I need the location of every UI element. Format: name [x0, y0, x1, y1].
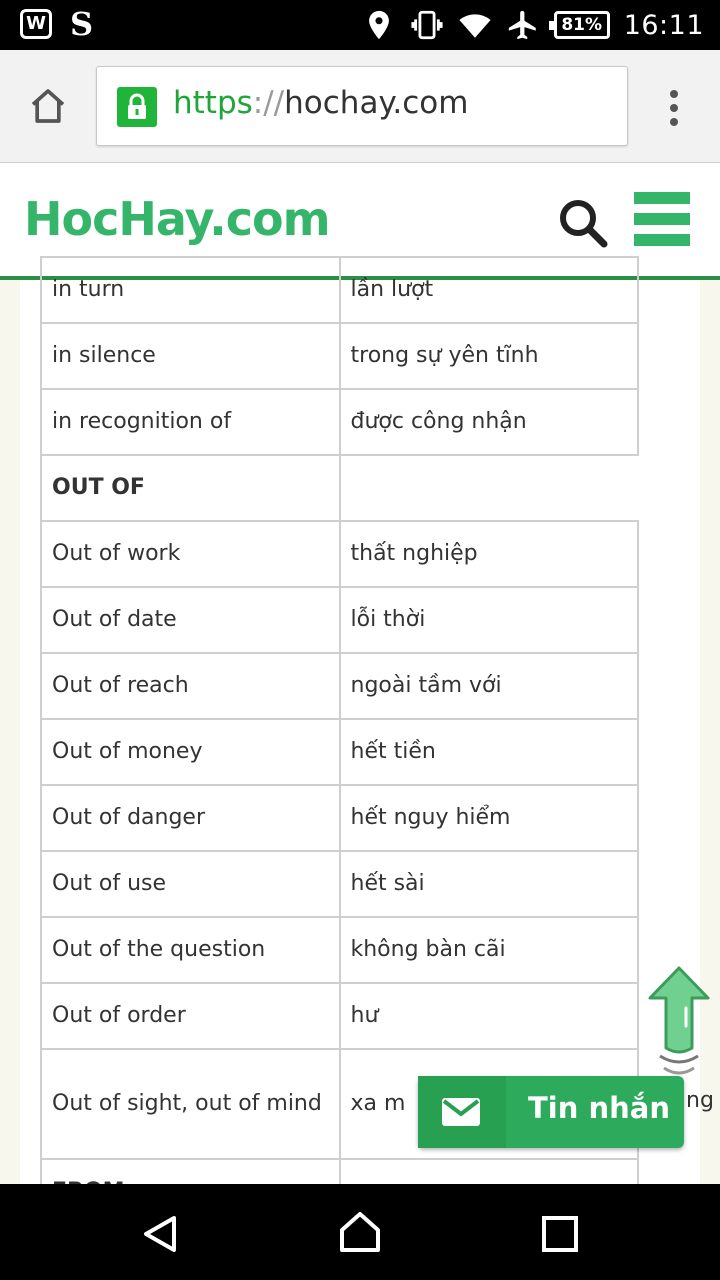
phrase-cell: Out of sight, out of mind	[41, 1049, 340, 1159]
overflow-text: ng	[686, 1088, 714, 1113]
overflow-menu-icon[interactable]	[664, 88, 684, 128]
meaning-cell: trong sự yên tĩnh	[340, 323, 639, 389]
table-row	[41, 653, 638, 719]
clock: 16:11	[623, 9, 704, 41]
table-row	[41, 521, 638, 587]
battery-indicator: 81%	[554, 11, 610, 39]
hamburger-menu-icon[interactable]	[634, 192, 690, 248]
envelope-icon	[418, 1076, 506, 1148]
phrase-cell: Out of order	[41, 983, 340, 1049]
table-row	[41, 455, 638, 521]
message-button-label: Tin nhắn	[528, 1091, 670, 1125]
phrase-cell: in turn	[41, 257, 340, 323]
url-scheme: https	[173, 85, 253, 121]
meaning-cell: hết nguy hiểm	[340, 785, 639, 851]
table-row	[41, 719, 638, 785]
message-button[interactable]	[418, 1076, 684, 1148]
w-notification-icon: W	[20, 9, 52, 39]
site-logo[interactable]: HocHay.com	[24, 192, 330, 246]
phrase-cell: Out of money	[41, 719, 340, 785]
meaning-cell: hư	[340, 983, 639, 1049]
table-row	[41, 851, 638, 917]
meaning-cell: xa m	[340, 1049, 639, 1159]
table-row	[41, 323, 638, 389]
meaning-cell: lần lượt	[340, 257, 639, 323]
meaning-cell: ngoài tầm với	[340, 653, 639, 719]
meaning-cell: hết sài	[340, 851, 639, 917]
home-nav-icon[interactable]	[338, 1210, 382, 1254]
main-content	[0, 277, 720, 1184]
s-notification-icon: S	[70, 5, 94, 43]
table-row	[41, 257, 638, 323]
lock-icon	[117, 87, 157, 127]
url-host: hochay.com	[284, 85, 469, 121]
meaning-cell: được công nhận	[340, 389, 639, 455]
browser-toolbar	[0, 50, 720, 163]
meaning-cell: không bàn cãi	[340, 917, 639, 983]
location-icon	[362, 8, 396, 42]
phrase-cell: Out of reach	[41, 653, 340, 719]
meaning-cell	[340, 455, 639, 521]
phrase-cell: in silence	[41, 323, 340, 389]
section-header-cell: OUT OF	[41, 455, 340, 521]
table-row	[41, 785, 638, 851]
phrase-cell: Out of work	[41, 521, 340, 587]
url-text	[173, 85, 468, 121]
table-row	[41, 983, 638, 1049]
phrase-cell: Out of date	[41, 587, 340, 653]
recent-apps-icon[interactable]	[542, 1216, 578, 1252]
phrase-cell: in recognition of	[41, 389, 340, 455]
url-separator: ://	[252, 85, 285, 121]
phrase-cell: Out of the question	[41, 917, 340, 983]
navigation-bar	[0, 1184, 720, 1280]
back-icon[interactable]	[140, 1214, 180, 1254]
home-icon[interactable]	[28, 86, 68, 126]
table-row	[41, 917, 638, 983]
meaning-cell: hết tiền	[340, 719, 639, 785]
wifi-icon	[458, 8, 492, 42]
search-icon[interactable]	[556, 196, 610, 250]
table-row	[41, 587, 638, 653]
scroll-to-top-arrow-icon[interactable]	[646, 964, 712, 1084]
meaning-cell: lỗi thời	[340, 587, 639, 653]
vibrate-icon	[410, 8, 444, 42]
meaning-cell: thất nghiệp	[340, 521, 639, 587]
url-bar[interactable]	[96, 66, 628, 146]
phrase-cell: Out of use	[41, 851, 340, 917]
airplane-icon	[506, 8, 540, 42]
table-row	[41, 389, 638, 455]
phrase-cell: Out of danger	[41, 785, 340, 851]
status-bar	[0, 0, 720, 50]
